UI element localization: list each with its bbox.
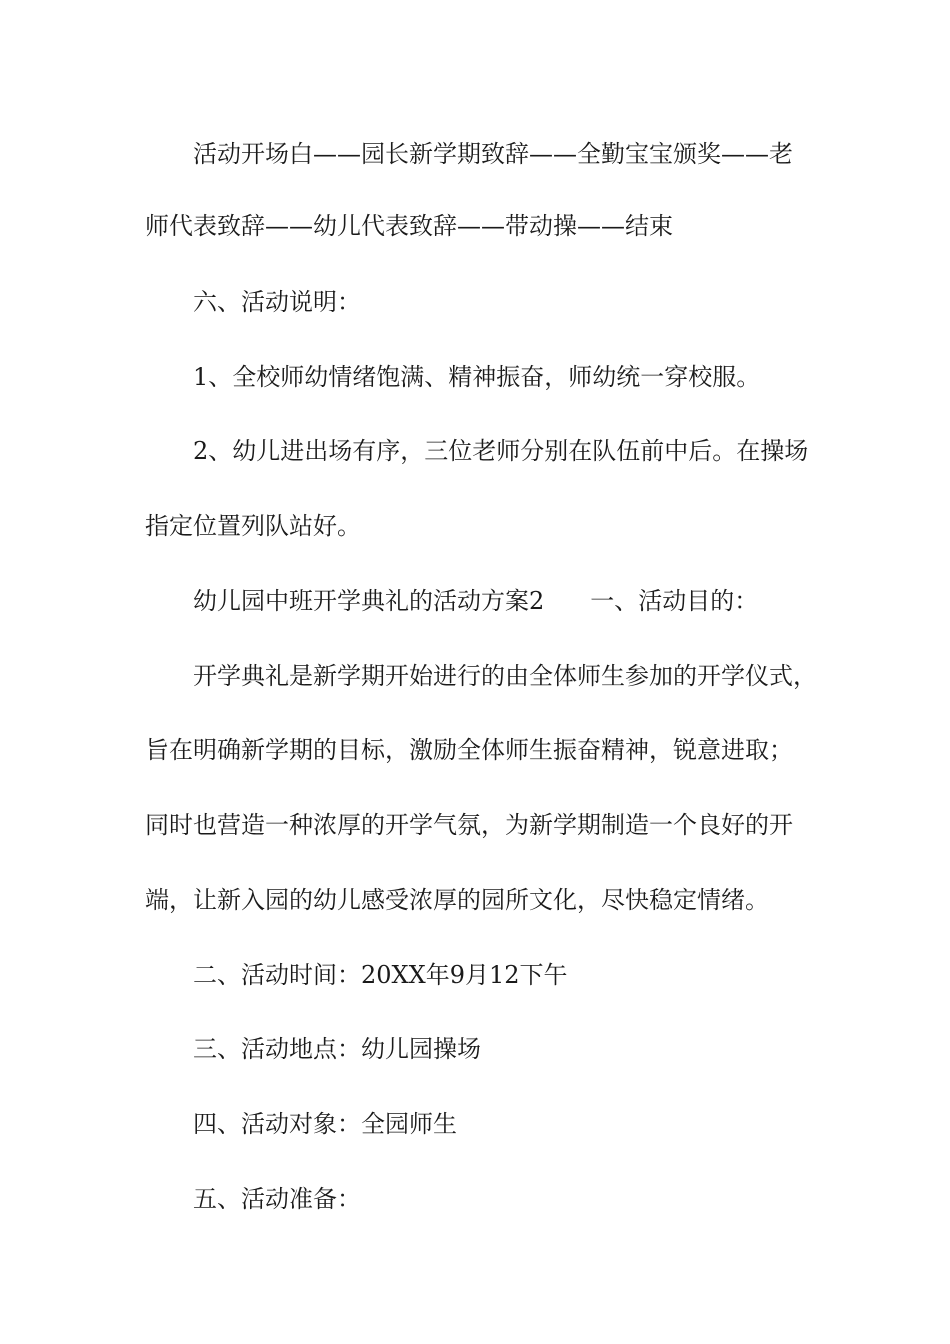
- paragraph-line: 端，让新入园的幼儿感受浓厚的园所文化，尽快稳定情绪。: [145, 886, 769, 914]
- section-heading: 五、活动准备：: [193, 1185, 361, 1213]
- paragraph-line: 旨在明确新学期的目标，激励全体师生振奋精神，锐意进取；: [145, 736, 793, 764]
- section-heading: 二、活动时间：20XX年9月12下午: [193, 961, 568, 989]
- section-heading: 四、活动对象：全园师生: [193, 1110, 457, 1138]
- paragraph-line: 指定位置列队站好。: [145, 512, 361, 540]
- section-heading: 三、活动地点：幼儿园操场: [193, 1035, 481, 1063]
- list-item: 2、幼儿进出场有序，三位老师分别在队伍前中后。在操场: [193, 437, 809, 465]
- paragraph-line: 师代表致辞——幼儿代表致辞——带动操——结束: [145, 212, 673, 240]
- list-item: 1、全校师幼情绪饱满、精神振奋，师幼统一穿校服。: [193, 363, 761, 391]
- paragraph-line: 活动开场白——园长新学期致辞——全勤宝宝颁奖——老: [193, 140, 793, 168]
- paragraph-line: 同时也营造一种浓厚的开学气氛，为新学期制造一个良好的开: [145, 811, 793, 839]
- paragraph-line: 开学典礼是新学期开始进行的由全体师生参加的开学仪式，: [193, 662, 817, 690]
- plan-title: 幼儿园中班开学典礼的活动方案2: [193, 587, 545, 615]
- plan-title-line: [193, 586, 873, 616]
- section-heading: 一、活动目的：: [590, 587, 759, 615]
- section-heading: 六、活动说明：: [193, 288, 361, 316]
